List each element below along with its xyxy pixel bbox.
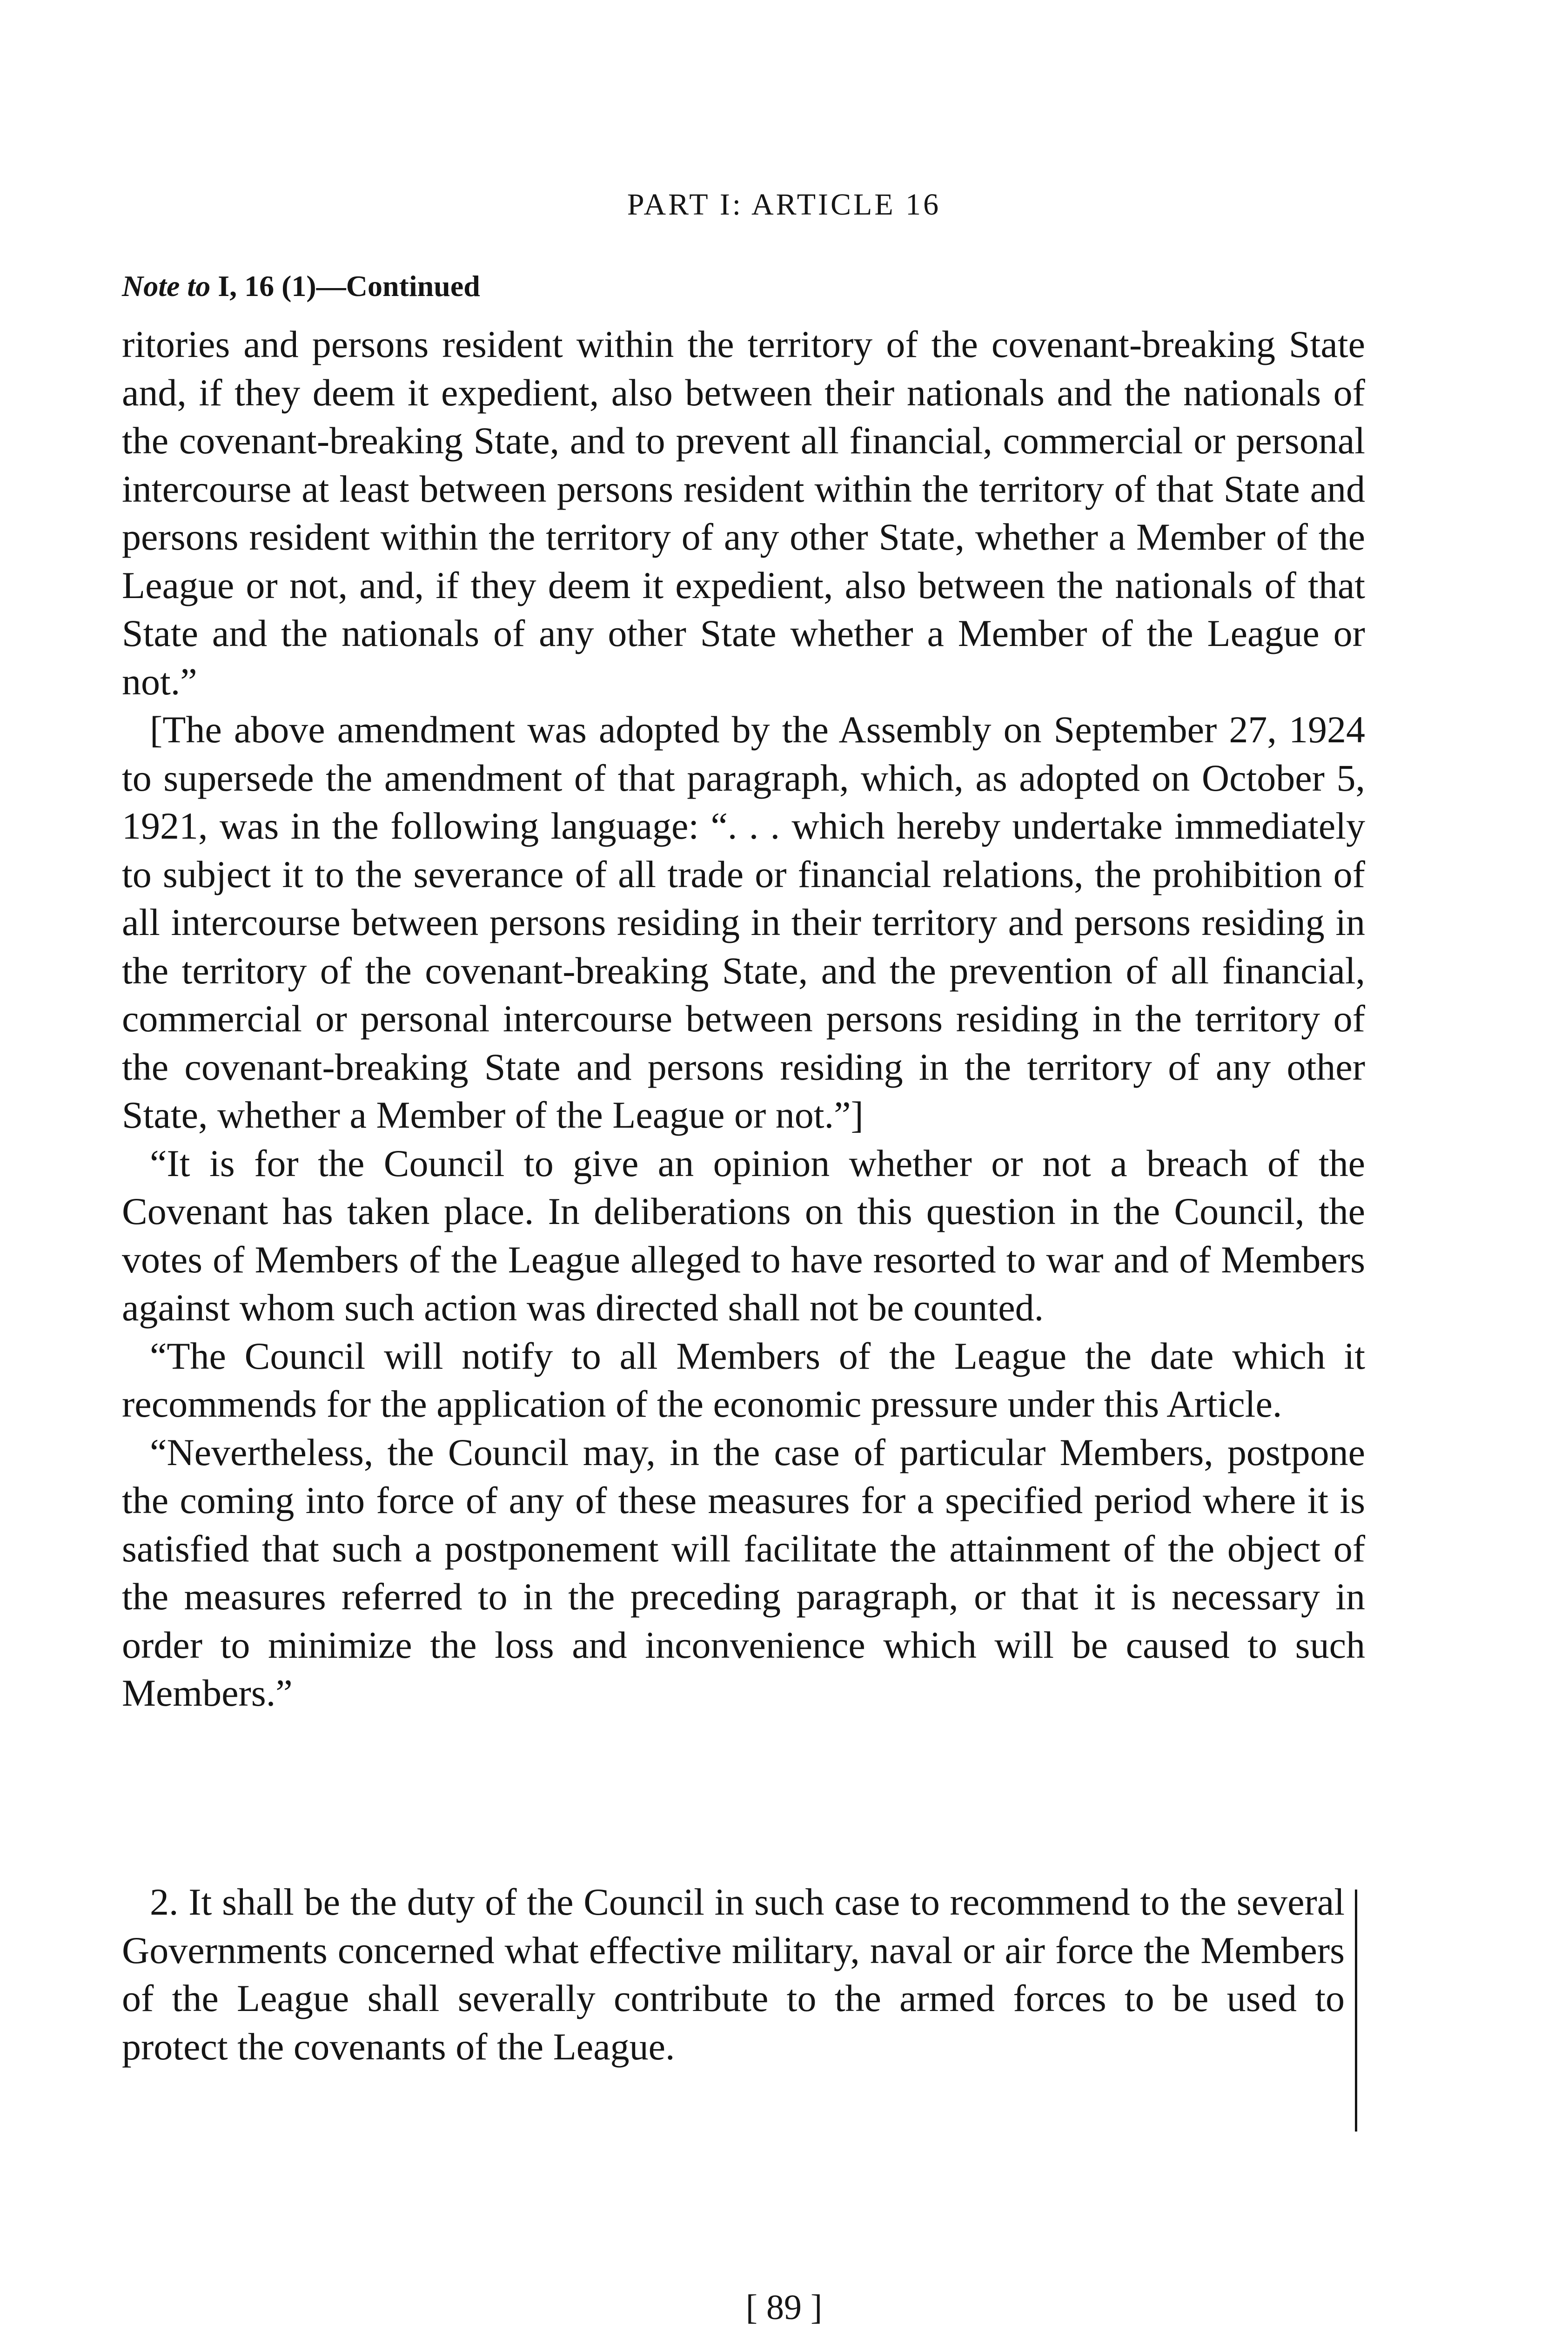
note-heading-prefix: Note to	[122, 269, 211, 303]
paragraph-postponement: “Nevertheless, the Council may, in the case of particular Members, postpone the coming into force of any of these measures for a specified period where it is satisfied that such a postponement will facilitate the attainment of the object of the measures referred to in the preceding paragraph, or that it is necessary in order to minimize the loss and inconvenience which will be caused to such Members.”	[122, 1431, 1365, 1714]
paragraph-council-notify: “The Council will notify to all Members of the League the date which it recommends for the application of the economic pressure under this Article.	[122, 1334, 1365, 1425]
running-head: PART I: ARTICLE 16	[627, 188, 941, 222]
paragraph-amendment-history: [The above amendment was adopted by the Assembly on September 27, 1924 to supersede the amendment of that paragraph, which, as adopted on October 5, 1921, was in the following language: “. . . which hereby undertake immediately to subject it to the severance of all trade or financial relations, the prohibition of all intercourse between persons residing in their territory and persons residing in the territory of the covenant-breaking State, and the prevention of all financial, commercial or personal intercourse between persons residing in the territory of the covenant-breaking State and persons residing in the territory of any other State, whether a Member of the League or not.”]	[122, 708, 1365, 1136]
paragraph-continued: ritories and persons resident within the territory of the covenant-breaking State and, if they deem it expedient, also between their nationals and the nationals of the covenant-breaking State, and to prevent all financial, commercial or personal intercourse at least between persons resident within the territory of that State and persons resident within the territory of any other State, whether a Member of the League or not, and, if they deem it expedient, also between the nationals of that State and the nationals of any other State whether a Member of the League or not.”	[122, 323, 1365, 703]
paragraph-council-opinion: “It is for the Council to give an opinion whether or not a breach of the Covenant has taken place. In deliberations on this question in the Council, the votes of Members of the League alleged to have resorted to war and of Members against whom such action was directed shall not be counted.	[122, 1142, 1365, 1329]
page-number: [ 89 ]	[745, 2288, 823, 2327]
note-heading	[122, 269, 480, 303]
note-body	[122, 320, 1365, 1717]
note-heading-ref: I, 16 (1)—Continued	[210, 269, 480, 303]
margin-rule	[1355, 1890, 1357, 2132]
article-paragraph-2	[122, 1878, 1345, 2071]
article-paragraph-2-text: 2. It shall be the duty of the Council in such case to recommend to the several Governments concerned what effective military, naval or air force the Members of the League shall severally contribute to the armed forces to be used to protect the covenants of the League.	[122, 1881, 1345, 2068]
